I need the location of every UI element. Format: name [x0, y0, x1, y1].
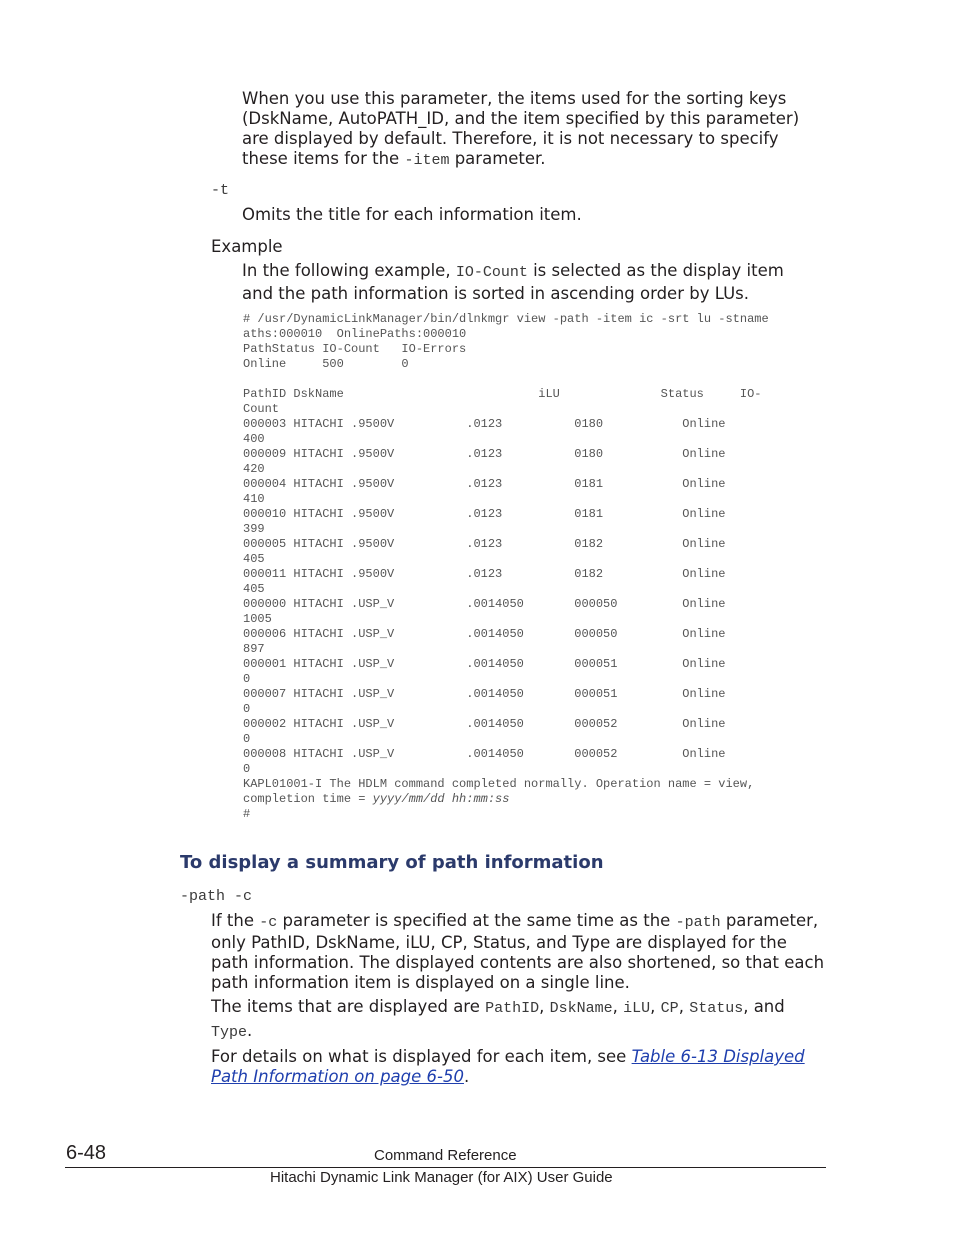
p1-line-2: only PathID, DskName, iLU, CP, Status, and Type are displayed for the	[211, 933, 787, 952]
text: .	[247, 1021, 253, 1040]
text: In the following example,	[242, 261, 456, 280]
text: For details on what is displayed for each item, see	[211, 1047, 632, 1066]
footer-book-title: Hitachi Dynamic Link Manager (for AIX) User Guide	[270, 1169, 613, 1186]
pathid-code: PathID	[485, 1000, 540, 1017]
text: .	[463, 1067, 470, 1086]
text: If the	[211, 911, 260, 930]
code-line: 405	[243, 582, 265, 596]
code-line: Count	[243, 402, 280, 416]
text: The items that are displayed are	[211, 997, 486, 1016]
code-line: 400	[243, 432, 265, 446]
code-line: 000009 HITACHI .9500V .0123 0180 Online	[243, 447, 726, 461]
code-line: 0	[243, 702, 251, 716]
code-line: 0	[243, 732, 251, 746]
example-line-2: and the path information is sorted in ascending order by LUs.	[242, 284, 750, 303]
section-body	[211, 911, 831, 1087]
code-line: aths:000010 OnlinePaths:000010	[243, 327, 467, 341]
code-line: Online 500 0	[243, 357, 409, 371]
text: completion time =	[243, 792, 373, 806]
code-line: 000000 HITACHI .USP_V .0014050 000050 Online	[243, 597, 726, 611]
page-number: 6-48	[66, 1142, 107, 1164]
code-line: 1005	[243, 612, 272, 626]
example-label: Example	[211, 237, 283, 256]
example-paragraph	[242, 261, 784, 304]
code-line: 000003 HITACHI .9500V .0123 0180 Online	[243, 417, 726, 431]
p3-line-1	[211, 1047, 831, 1067]
text: is selected as the display item	[527, 261, 784, 280]
text: parameter is specified at the same time as the	[277, 911, 676, 930]
code-line: 405	[243, 552, 265, 566]
status-code: Status	[689, 1000, 744, 1017]
footer-section-title: Command Reference	[374, 1147, 517, 1164]
code-line: 410	[243, 492, 265, 506]
code-line: 897	[243, 642, 265, 656]
text: ,	[650, 997, 661, 1016]
text: parameter,	[720, 911, 819, 930]
p3-line-2	[211, 1067, 831, 1087]
code-output	[243, 312, 769, 792]
io-count-code: IO-Count	[455, 264, 528, 281]
code-line: 000007 HITACHI .USP_V .0014050 000051 Online	[243, 687, 726, 701]
cp-code: CP	[660, 1000, 679, 1017]
code-line: 000006 HITACHI .USP_V .0014050 000050 Online	[243, 627, 726, 641]
code-completion-line	[243, 792, 769, 807]
text: parameter.	[449, 149, 546, 168]
c-code: -c	[259, 914, 278, 931]
intro-line-2: (DskName, AutoPATH_ID, and the item specified by this parameter)	[242, 109, 800, 128]
type-code: Type	[211, 1024, 248, 1041]
option-t-description: Omits the title for each information item.	[242, 205, 582, 224]
code-line: 399	[243, 522, 265, 536]
text: ,	[612, 997, 624, 1016]
path-code: -path	[675, 914, 721, 931]
dskname-code: DskName	[549, 1000, 613, 1017]
code-line: # /usr/DynamicLinkManager/bin/dlnkmgr view -path -item ic -srt lu -stname	[243, 312, 769, 326]
code-line: 000002 HITACHI .USP_V .0014050 000052 Online	[243, 717, 726, 731]
intro-paragraph	[242, 89, 799, 171]
p2-line-2	[211, 1021, 831, 1043]
code-line: 420	[243, 462, 265, 476]
code-line: 000011 HITACHI .9500V .0123 0182 Online	[243, 567, 726, 581]
text: ,	[678, 997, 690, 1016]
code-line: 000004 HITACHI .9500V .0123 0181 Online	[243, 477, 726, 491]
code-line: KAPL01001-I The HDLM command completed normally. Operation name = view,	[243, 777, 755, 791]
code-line: PathStatus IO-Count IO-Errors	[243, 342, 467, 356]
p1-line-3: path information. The displayed contents are also shortened, so that each	[211, 953, 825, 972]
p1-line-1	[211, 911, 831, 933]
code-example-block	[243, 312, 769, 822]
p1-line-4: path information item is displayed on a single line.	[211, 973, 630, 992]
section-heading: To display a summary of path information	[180, 852, 604, 873]
text: , and	[743, 997, 785, 1016]
code-prompt: #	[243, 807, 251, 821]
intro-line-1: When you use this parameter, the items used for the sorting keys	[242, 89, 787, 108]
code-line: 0	[243, 762, 251, 776]
path-c-parameter: -path -c	[180, 888, 253, 905]
table-6-13-link[interactable]: Table 6-13 Displayed	[631, 1047, 805, 1066]
p2-line-1	[211, 997, 831, 1019]
text: these items for the	[242, 149, 405, 168]
option-t-name: -t	[211, 182, 230, 199]
table-6-13-link-continued[interactable]: Path Information on page 6-50	[211, 1067, 464, 1086]
footer-divider	[65, 1167, 826, 1168]
text: ,	[539, 997, 550, 1016]
code-line: 000001 HITACHI .USP_V .0014050 000051 Online	[243, 657, 726, 671]
intro-line-4	[242, 149, 799, 171]
example-line-1	[242, 261, 784, 283]
code-line: 000010 HITACHI .9500V .0123 0181 Online	[243, 507, 726, 521]
ilu-code: iLU	[623, 1000, 651, 1017]
code-line: 000005 HITACHI .9500V .0123 0182 Online	[243, 537, 726, 551]
code-line: 000008 HITACHI .USP_V .0014050 000052 Online	[243, 747, 726, 761]
item-parameter-code: -item	[404, 152, 450, 169]
code-line: 0	[243, 672, 251, 686]
completion-time-placeholder: yyyy/mm/dd hh:mm:ss	[372, 792, 510, 806]
intro-line-3: are displayed by default. Therefore, it is not necessary to specify	[242, 129, 779, 148]
code-line: PathID DskName iLU Status IO-	[243, 387, 762, 401]
